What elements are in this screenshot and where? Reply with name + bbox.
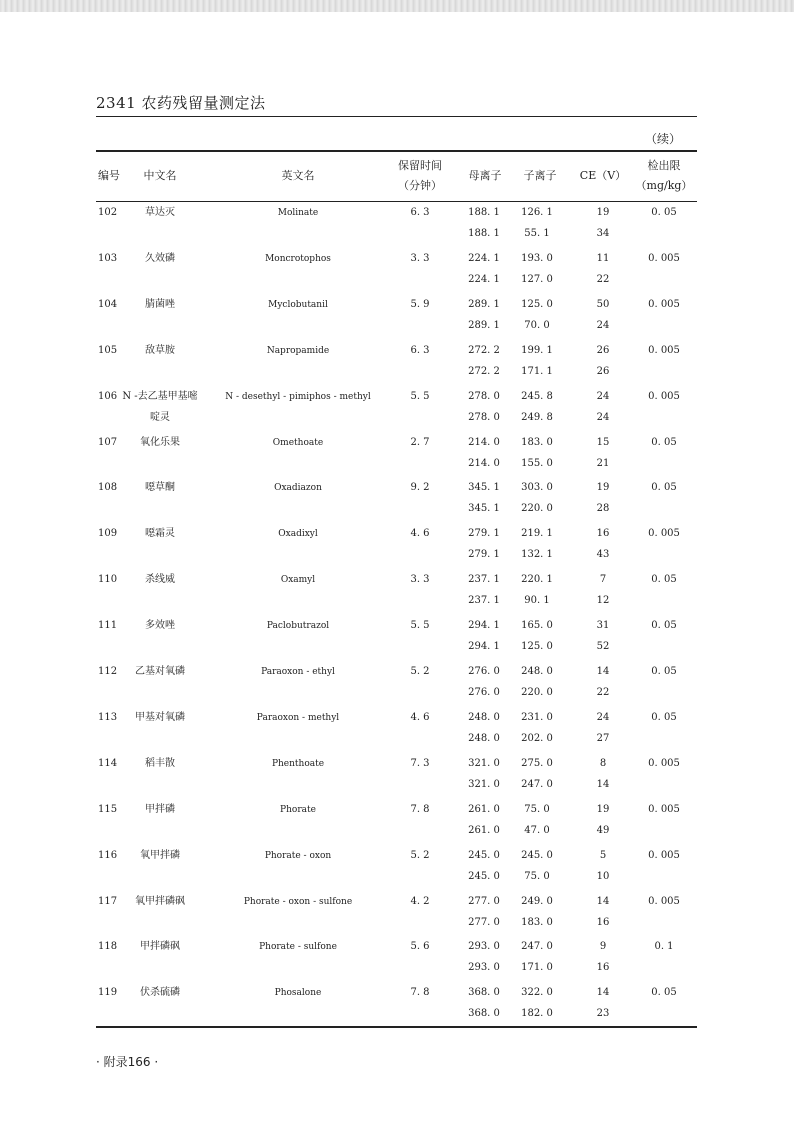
parent-ion: 224. 1 [468,252,500,264]
chinese-name: 敌草胺 [145,344,175,356]
collision-energy: 49 [596,824,610,836]
chinese-name: 稻丰散 [145,757,175,769]
retention-time: 4. 6 [410,711,430,723]
chinese-name: 甲拌磷 [145,803,175,815]
retention-time: 5. 9 [410,298,430,310]
parent-ion: 276. 0 [468,687,500,698]
english-name: Phosalone [274,988,322,999]
chinese-name: 杀线威 [145,574,175,586]
daughter-ion: 55. 1 [524,228,550,239]
collision-energy: 24 [596,711,610,723]
parent-ion: 294. 1 [468,620,500,632]
retention-time: 3. 3 [410,252,430,264]
daughter-ion: 275. 0 [521,757,553,769]
col-header-lod-line2: （mg/kg） [635,179,693,192]
english-name: Moncrotophos [265,253,331,264]
parent-ion: 261. 0 [468,824,500,836]
english-name: Phorate - oxon - sulfone [243,896,353,907]
daughter-ion: 75. 0 [524,803,550,815]
parent-ion: 294. 1 [468,641,500,653]
collision-energy: 15 [596,436,610,448]
parent-ion: 321. 0 [468,757,500,769]
chinese-name: 多效唑 [145,620,175,632]
parent-ion: 248. 0 [468,711,500,723]
english-name: Paclobutrazol [266,621,330,632]
parent-ion: 245. 0 [468,870,500,882]
parent-ion: 278. 0 [468,411,500,423]
parent-ion: 279. 1 [468,528,500,540]
daughter-ion: 247. 0 [521,778,553,790]
collision-energy: 14 [596,987,610,999]
collision-energy: 19 [596,482,610,494]
english-name: Oxadiazon [274,483,322,494]
collision-energy: 34 [596,228,610,239]
collision-energy: 28 [596,503,610,515]
english-name: Paraoxon - methyl [256,712,340,723]
daughter-ion: 219. 1 [521,528,553,540]
row-number: 114 [98,757,118,769]
row-number: 112 [98,666,118,677]
retention-time: 7. 8 [410,987,430,999]
parent-ion: 289. 1 [468,298,500,310]
collision-energy: 26 [596,344,610,356]
detection-limit: 0. 005 [648,757,680,769]
collision-energy: 8 [599,757,607,769]
detection-limit: 0. 005 [648,298,680,310]
retention-time: 5. 5 [410,620,430,632]
english-name: Paraoxon - ethyl [261,667,335,677]
scan-top-edge [0,0,794,12]
daughter-ion: 171. 0 [521,962,553,974]
retention-time: 4. 6 [410,528,430,540]
retention-time: 3. 3 [410,574,430,586]
detection-limit: 0. 005 [648,252,680,264]
table-top-rule [96,150,697,152]
row-number: 108 [98,482,118,494]
english-name: Phorate - oxon [264,850,332,861]
parent-ion: 214. 0 [468,436,500,448]
row-number: 107 [98,436,118,448]
row-number: 111 [98,620,118,632]
collision-energy: 19 [596,207,610,218]
english-name: Phorate [280,804,316,815]
retention-time: 6. 3 [410,344,430,356]
continued-label: （续） [644,132,681,146]
daughter-ion: 90. 1 [524,595,550,607]
chinese-name: 氧化乐果 [140,436,180,448]
daughter-ion: 75. 0 [524,870,550,882]
collision-energy: 50 [596,298,610,310]
detection-limit: 0. 05 [651,620,677,632]
collision-energy: 43 [596,549,610,561]
daughter-ion: 202. 0 [521,732,553,744]
retention-time: 6. 3 [410,207,430,218]
col-header-daughter: 子离子 [523,169,557,182]
parent-ion: 188. 1 [468,228,500,239]
detection-limit: 0. 05 [651,436,677,448]
retention-time: 9. 2 [410,482,430,494]
parent-ion: 321. 0 [468,778,500,790]
daughter-ion: 199. 1 [521,344,553,356]
col-header-cn: 中文名 [143,169,177,182]
collision-energy: 14 [596,778,610,790]
col-header-parent: 母离子 [468,169,502,182]
english-name: N - desethyl - pimiphos - methyl [225,391,371,402]
collision-energy: 31 [596,620,610,632]
chinese-name: 氧甲拌磷 [140,849,180,861]
daughter-ion: 193. 0 [521,252,553,264]
table-bottom-rule [96,1026,697,1028]
collision-energy: 7 [599,574,607,586]
daughter-ion: 245. 0 [521,849,553,861]
collision-energy: 22 [596,273,610,285]
chinese-name: 噁草酮 [145,482,175,494]
retention-time: 7. 8 [410,803,430,815]
daughter-ion: 125. 0 [521,298,553,310]
collision-energy: 24 [596,319,610,331]
row-number: 106 [98,390,118,402]
english-name: Phenthoate [271,758,325,769]
chinese-name: 腈菌唑 [145,298,175,310]
collision-energy: 12 [596,595,610,607]
parent-ion: 237. 1 [468,595,500,607]
daughter-ion: 303. 0 [521,482,553,494]
collision-energy: 26 [596,365,610,377]
daughter-ion: 249. 8 [521,411,553,423]
retention-time: 5. 6 [410,941,430,953]
parent-ion: 277. 0 [468,895,500,907]
collision-energy: 5 [599,849,607,861]
retention-time: 4. 2 [410,895,430,907]
parent-ion: 248. 0 [468,732,500,744]
collision-energy: 22 [596,687,610,698]
detection-limit: 0. 005 [648,528,680,540]
retention-time: 5. 2 [410,666,430,677]
daughter-ion: 247. 0 [521,941,553,953]
parent-ion: 345. 1 [468,482,500,494]
detection-limit: 0. 05 [651,574,677,586]
chinese-name: N -去乙基甲基嘧 [122,390,198,402]
retention-time: 2. 7 [410,436,430,448]
daughter-ion: 70. 0 [524,319,550,331]
parent-ion: 345. 1 [468,503,500,515]
detection-limit: 0. 05 [651,711,677,723]
row-number: 119 [98,987,118,999]
collision-energy: 10 [596,870,610,882]
running-head: 2341 农药残留量测定法 [96,94,266,112]
chinese-name: 噁霜灵 [145,528,175,540]
row-number: 117 [98,895,118,907]
col-header-rt-line2: （分钟） [398,179,442,192]
daughter-ion: 249. 0 [521,895,553,907]
chinese-name: 伏杀硫磷 [140,987,180,999]
chinese-name: 草达灭 [145,207,175,218]
daughter-ion: 125. 0 [521,641,553,653]
parent-ion: 279. 1 [468,549,500,561]
row-number: 105 [98,344,118,356]
parent-ion: 293. 0 [468,962,500,974]
col-header-rt-line1: 保留时间 [398,159,442,172]
parent-ion: 214. 0 [468,457,500,469]
daughter-ion: 183. 0 [521,916,553,928]
collision-energy: 21 [596,457,610,469]
english-name: Omethoate [272,437,324,448]
collision-energy: 16 [596,962,610,974]
collision-energy: 16 [596,528,610,540]
parent-ion: 368. 0 [468,1008,500,1020]
collision-energy: 27 [596,732,610,744]
daughter-ion: 183. 0 [521,436,553,448]
collision-energy: 52 [596,641,610,653]
daughter-ion: 47. 0 [524,824,550,836]
page-footer: · 附录166 · [96,1055,159,1069]
collision-energy: 16 [596,916,610,928]
row-number: 102 [98,207,118,218]
detection-limit: 0. 05 [651,207,677,218]
collision-energy: 23 [596,1008,610,1020]
daughter-ion: 322. 0 [521,987,553,999]
parent-ion: 237. 1 [468,574,500,586]
daughter-ion: 155. 0 [521,457,553,469]
detection-limit: 0. 05 [651,666,677,677]
row-number: 115 [98,803,118,815]
retention-time: 5. 5 [410,390,430,402]
col-header-no: 编号 [98,169,120,182]
row-number: 110 [98,574,118,586]
english-name: Napropamide [266,345,330,356]
parent-ion: 245. 0 [468,849,500,861]
parent-ion: 289. 1 [468,319,500,331]
col-header-lod-line1: 检出限 [647,159,681,172]
daughter-ion: 245. 8 [521,390,553,402]
row-number: 103 [98,252,118,264]
parent-ion: 224. 1 [468,273,500,285]
row-number: 113 [98,711,118,723]
row-number: 109 [98,528,118,540]
col-header-en: 英文名 [281,169,315,182]
parent-ion: 261. 0 [468,803,500,815]
row-number: 116 [98,849,118,861]
detection-limit: 0. 005 [648,803,680,815]
detection-limit: 0. 1 [654,941,674,953]
collision-energy: 24 [596,390,610,402]
daughter-ion: 220. 1 [521,574,553,586]
collision-energy: 11 [596,252,610,264]
collision-energy: 9 [599,941,607,953]
english-name: Molinate [277,208,319,218]
parent-ion: 278. 0 [468,390,500,402]
english-name: Oxadixyl [278,529,318,540]
daughter-ion: 231. 0 [521,711,553,723]
parent-ion: 188. 1 [468,207,500,218]
chinese-name: 甲拌磷砜 [140,941,180,953]
daughter-ion: 182. 0 [521,1008,553,1020]
chinese-name: 久效磷 [145,252,175,264]
collision-energy: 14 [596,666,610,677]
detection-limit: 0. 005 [648,849,680,861]
daughter-ion: 220. 0 [521,687,553,698]
daughter-ion: 132. 1 [521,549,553,561]
col-header-ce: CE（V） [579,169,627,182]
retention-time: 5. 2 [410,849,430,861]
english-name: Oxamyl [280,575,316,586]
table-header-rule [96,201,697,202]
parent-ion: 272. 2 [468,344,500,356]
parent-ion: 368. 0 [468,987,500,999]
collision-energy: 19 [596,803,610,815]
daughter-ion: 220. 0 [521,503,553,515]
parent-ion: 276. 0 [468,666,500,677]
parent-ion: 293. 0 [468,941,500,953]
chinese-name: 甲基对氧磷 [135,711,185,723]
retention-time: 7. 3 [410,757,430,769]
chinese-name: 乙基对氧磷 [135,666,185,677]
parent-ion: 277. 0 [468,916,500,928]
row-number: 118 [98,941,118,953]
daughter-ion: 248. 0 [521,666,553,677]
daughter-ion: 165. 0 [521,620,553,632]
daughter-ion: 171. 1 [521,365,553,377]
daughter-ion: 126. 1 [521,207,553,218]
english-name: Myclobutanil [268,299,328,310]
english-name: Phorate - sulfone [259,942,337,953]
detection-limit: 0. 05 [651,987,677,999]
header-rule [96,116,697,117]
detection-limit: 0. 005 [648,344,680,356]
chinese-name-continued: 啶灵 [150,411,170,423]
detection-limit: 0. 005 [648,895,680,907]
daughter-ion: 127. 0 [521,273,553,285]
collision-energy: 24 [596,411,610,423]
chinese-name: 氧甲拌磷砜 [135,895,185,907]
parent-ion: 272. 2 [468,365,500,377]
collision-energy: 14 [596,895,610,907]
row-number: 104 [98,298,118,310]
detection-limit: 0. 005 [648,390,680,402]
detection-limit: 0. 05 [651,482,677,494]
